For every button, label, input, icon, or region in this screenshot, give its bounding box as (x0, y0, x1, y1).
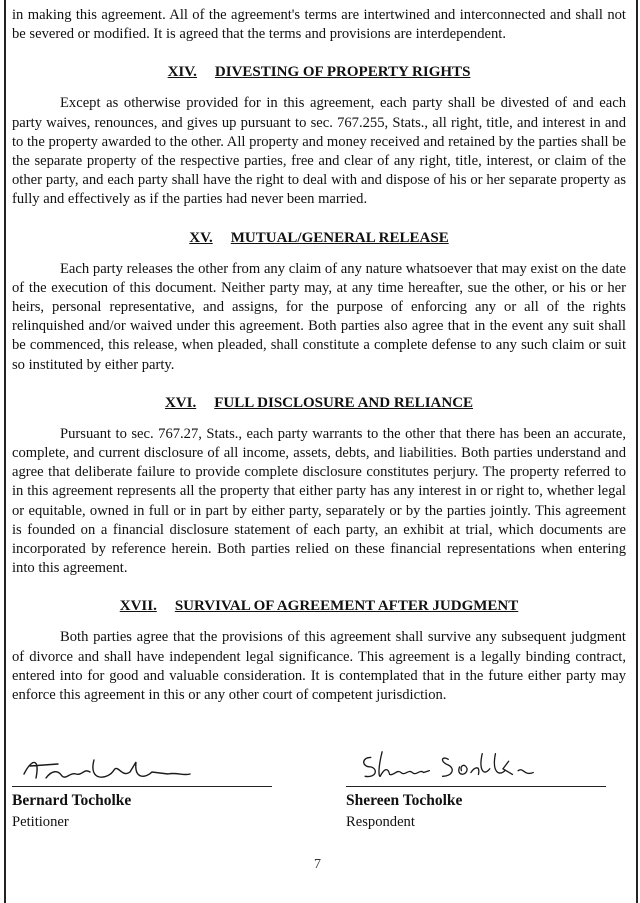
page-edge-right (636, 0, 638, 903)
section-title: DIVESTING OF PROPERTY RIGHTS (214, 64, 471, 81)
signature-line (12, 786, 272, 787)
section-title: SURVIVAL OF AGREEMENT AFTER JUDGMENT (174, 598, 519, 615)
section-number: XV. (189, 229, 213, 246)
section-heading-xiv (12, 62, 626, 82)
respondent-role: Respondent (346, 814, 415, 830)
section-title: MUTUAL/GENERAL RELEASE (230, 229, 449, 246)
section-body-xiv: Except as otherwise provided for in this agreement, each party shall be divested of and each party waives, renounces, and gives up pursuant to sec. 767.255, Stats., all right, title, and interest in and to the property awarded to the other. All property and money received and retained by the parties shall be the separate property of the respective parties, free and clear of any right, title, interest, or claim of the other party, and each party shall have the right to deal with and dispose of his or her separate property as fully and effectively as if the parties had never been married. (12, 95, 626, 208)
section-number: XVII. (119, 598, 157, 615)
section-number: XIV. (167, 64, 197, 81)
section-heading-xvii (12, 596, 626, 616)
page-number: 7 (314, 857, 321, 872)
respondent-name: Shereen Tocholke (346, 792, 463, 809)
respondent-signature-block (346, 760, 626, 833)
signature-line (346, 786, 606, 787)
intro-paragraph: in making this agreement. All of the agreement's terms are intertwined and interconnected and shall not be severed or modified. It is agreed that the terms and provisions are interdependent. (12, 7, 626, 43)
petitioner-signature-block (12, 760, 292, 833)
section-heading-xvi (12, 393, 626, 413)
section-title: FULL DISCLOSURE AND RELIANCE (214, 394, 474, 411)
petitioner-role: Petitioner (12, 814, 69, 830)
section-body-xv: Each party releases the other from any claim of any nature whatsoever that may exist on the date of the execution of this document. Neither party may, at any time hereafter, sue the other, or his or her heirs, personal representative, and assigns, for the purpose of enforcing any or all of the rights relinquished and/or waived under this agreement. Both parties also agree that in the event any suit shall be commenced, this release, when pleaded, shall constitute a complete defense to any such claim or suit so instituted by either party. (12, 260, 626, 373)
petitioner-name: Bernard Tocholke (12, 792, 132, 809)
section-body-xvii: Both parties agree that the provisions of this agreement shall survive any subsequent judgment of divorce and shall have independent legal significance. This agreement is a legally binding contract, entered into for good and valuable consideration. It is contemplated that in the future either party may enforce this agreement in this or any other court of competent jurisdiction. (12, 629, 626, 704)
document-body (12, 6, 626, 705)
section-number: XVI. (164, 394, 197, 411)
section-body-xvi: Pursuant to sec. 767.27, Stats., each party warrants to the other that there has been an accurate, complete, and current disclosure of all income, assets, debts, and liabilities. Both parties understand and agree that deliberate failure to provide complete disclosure constitutes perjury. The property referred to in this agreement represents all the property that either party has any interest in or right to, whether legal or equitable, owned in full or in part by either party, separately or by the parties jointly. This agreement is founded on a financial disclosure statement of each party, an exhibit at trial, which documents are incorporated by reference herein. Both parties relied on these financial representations when entering into this agreement. (12, 425, 626, 577)
page-edge-left (4, 0, 6, 903)
section-heading-xv (12, 228, 626, 248)
